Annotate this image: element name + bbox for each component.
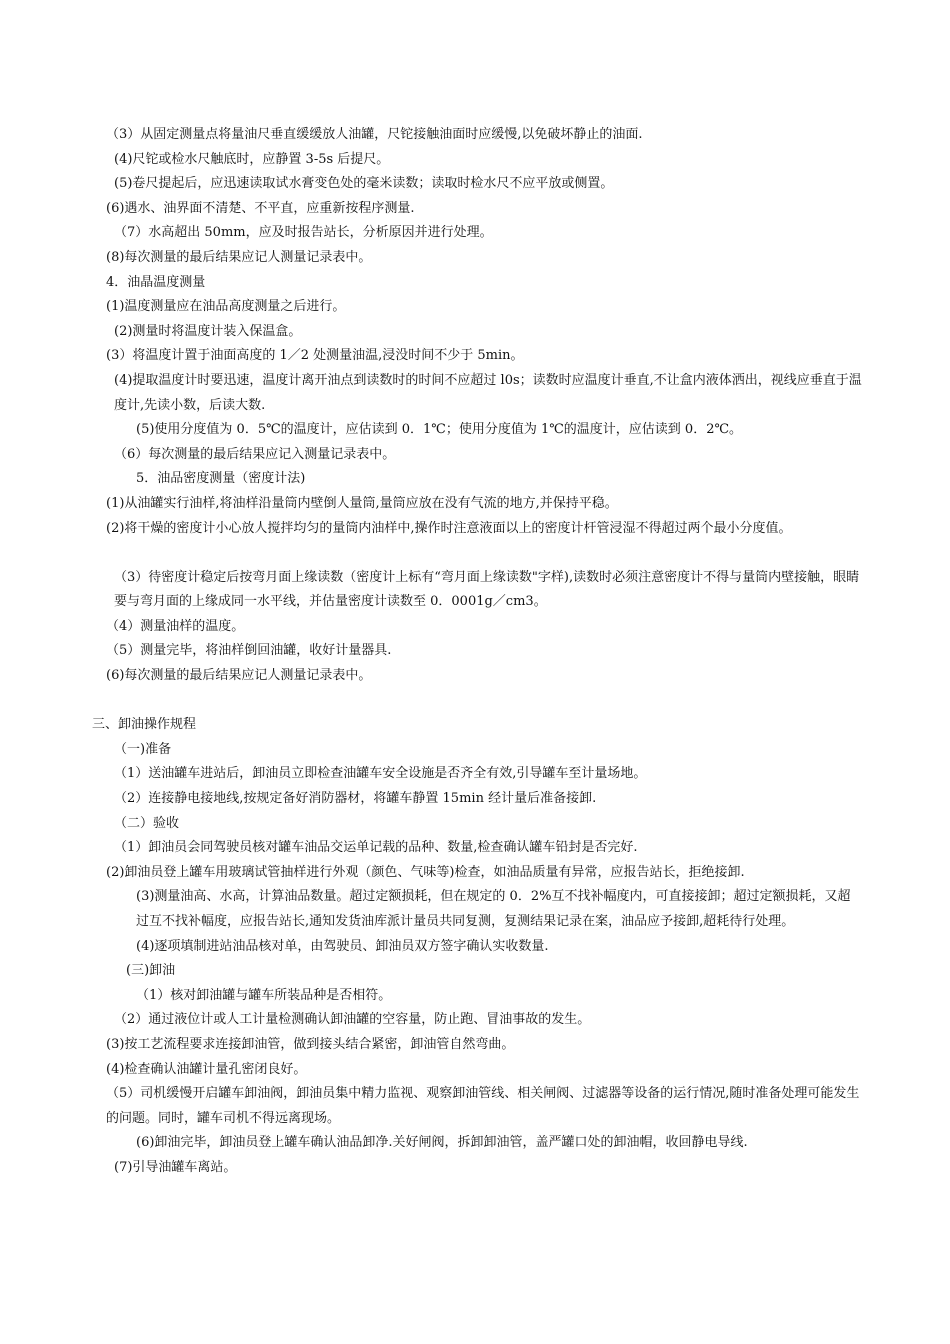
paragraph: 4．油晶温度测量	[106, 274, 206, 290]
paragraph: (8)每次测量的最后结果应记人测量记录表中。	[106, 249, 372, 265]
paragraph: (7)引导油罐车离站。	[114, 1159, 237, 1175]
paragraph: (2)将干燥的密度计小心放人搅拌均匀的量筒内油样中,操作时注意液面以上的密度计杆管浸湿不得超过两个最小分度值。	[106, 520, 792, 536]
paragraph: （6）每次测量的最后结果应记入测量记录表中。	[114, 446, 396, 462]
paragraph: (3)测量油高、水高，计算油品数量。超过定额损耗，但在规定的 0．2%互不找补幅度内，可直接接卸；超过定额损耗，又超过互不找补幅度，应报告站长,通知发货油库派计量员共同复测，复测结果记录在案，油品应予接卸,超耗待行处理。	[136, 889, 851, 929]
paragraph: (6)每次测量的最后结果应记人测量记录表中。	[106, 668, 372, 684]
paragraph: （5）司机缓慢开启罐车卸油阀，卸油员集中精力监视、观察卸油管线、相关闸阀、过滤器等设备的运行情况,随时准备处理可能发生的问题。同时，罐车司机不得远离现场。	[106, 1086, 860, 1126]
paragraph: (3)按工艺流程要求连接卸油管，做到接头结合紧密，卸油管自然弯曲。	[106, 1036, 515, 1052]
paragraph: （7）水高超出 50mm，应及时报告站长，分析原因并进行处理。	[114, 225, 493, 241]
paragraph: （2）连接静电接地线,按规定备好消防器材，将罐车静置 15min 经计量后准备接卸.	[114, 791, 597, 807]
paragraph: （3）从固定测量点将量油尺垂直缓缓放人油罐，尺铊接触油面时应缓慢,以免破坏静止的油面.	[106, 127, 643, 142]
paragraph: (4)提取温度计时要迅速，温度计离开油点到读数时的时间不应超过 l0s；读数时应温度计垂直,不让盒内液体洒出，视线应垂直于温度计,先读小数，后读大数.	[114, 372, 862, 413]
paragraph: （1）卸油员会同驾驶员核对罐车油品交运单记载的品种、数量,检查确认罐车铅封是否完好.	[114, 840, 638, 856]
paragraph: （5）测量完毕，将油样倒回油罐，收好计量器具.	[106, 643, 392, 659]
paragraph: (6)卸油完毕，卸油员登上罐车确认油品卸净.关好闸阀，拆卸卸油管，盖严罐口处的卸油帽，收回静电导线.	[136, 1135, 748, 1151]
paragraph: (4)尺铊或检水尺触底时，应静置 3-5s 后提尺。	[114, 151, 390, 167]
paragraph: (6)遇水、油界面不清楚、不平直，应重新按程序测量.	[106, 200, 415, 216]
paragraph: 三、卸油操作规程	[92, 717, 197, 733]
paragraph: 5．油品密度测量（密度计法)	[136, 471, 306, 487]
paragraph: (2)测量时将温度计装入保温盒。	[114, 323, 302, 339]
paragraph: （一)准备	[114, 741, 172, 757]
paragraph: （2）通过液位计或人工计量检测确认卸油罐的空容量，防止跑、冒油事故的发生。	[114, 1012, 591, 1028]
paragraph: (1)温度测量应在油品高度测量之后进行。	[106, 299, 346, 315]
paragraph: (4)检查确认油罐计量孔密闭良好。	[106, 1061, 307, 1077]
paragraph: (5)卷尺提起后，应迅速读取试水膏变色处的毫米读数；读取时检水尺不应平放或侧置。	[114, 176, 614, 192]
document-body	[92, 123, 862, 1181]
paragraph: （1）送油罐车进站后，卸油员立即检查油罐车安全设施是否齐全有效,引导罐车至计量场地。	[114, 766, 647, 782]
blank-line	[92, 689, 862, 714]
paragraph: (4)逐项填制进站油品核对单，由驾驶员、卸油员双方签字确认实收数量.	[136, 938, 549, 954]
paragraph: (2)卸油员登上罐车用玻璃试管抽样进行外观（颜色、气味等)检查，如油品质量有异常，应报告站长，拒绝接卸.	[106, 864, 745, 880]
paragraph: (5)使用分度值为 0．5℃的温度计，应估读到 0．1℃；使用分度值为 1℃的温度计，应估读到 0．2℃。	[136, 422, 743, 438]
blank-line	[92, 541, 862, 566]
paragraph: （二）验收	[114, 815, 180, 831]
paragraph: （1）核对卸油罐与罐车所装品种是否相符。	[136, 987, 392, 1003]
paragraph: (1)从油罐实行油样,将油样沿量筒内壁倒人量筒,量筒应放在没有气流的地方,并保持平稳。	[106, 495, 618, 511]
paragraph: (三)卸油	[126, 963, 176, 979]
paragraph: （3）待密度计稳定后按弯月面上缘读数（密度计上标有“弯月面上缘读数"字样),读数时必须注意密度计不得与量筒内壁接触，眼睛要与弯月面的上缘成同一水平线，并估量密度计读数至 0．0001g／cm3。	[114, 569, 860, 610]
paragraph: （4）测量油样的温度。	[106, 618, 245, 634]
paragraph: (3）将温度计置于油面高度的 1／2 处测量油温,浸没时间不少于 5min。	[106, 348, 524, 364]
